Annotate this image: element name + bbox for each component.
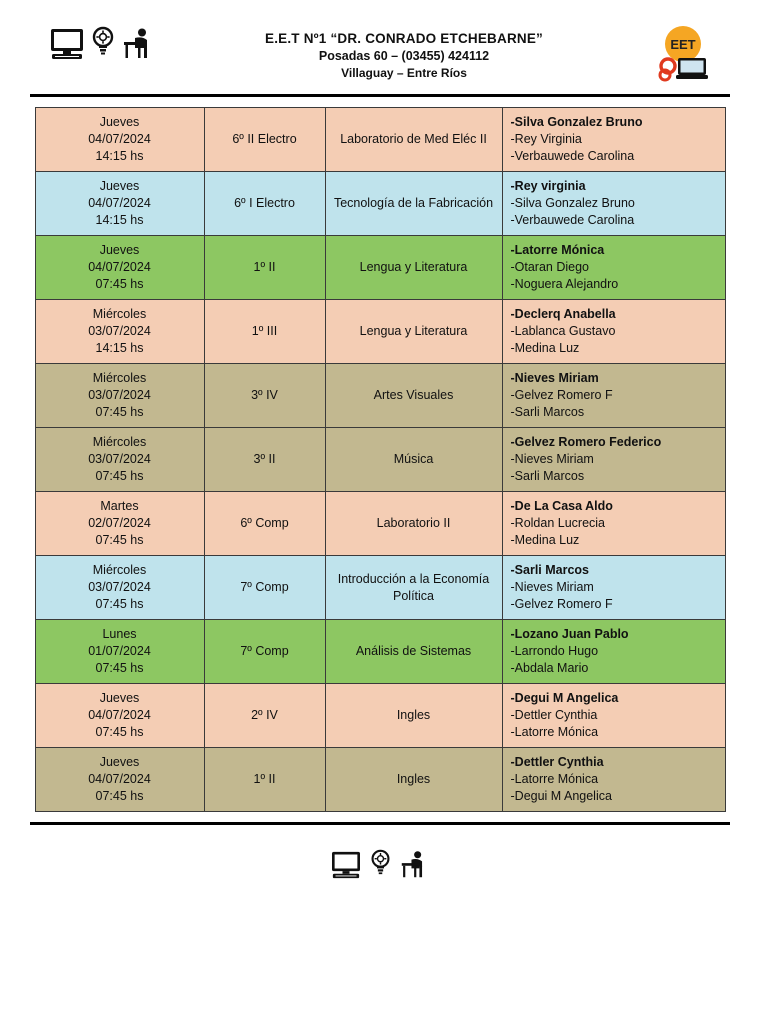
cell-date: [35, 172, 204, 236]
cell-subject: Laboratorio II: [325, 492, 502, 556]
school-header-text: [156, 30, 652, 82]
lightbulb-gear-icon: [367, 849, 394, 879]
person: -Medina Luz: [510, 341, 580, 355]
cell-people: [502, 172, 725, 236]
cell-date: [35, 364, 204, 428]
cell-subject: Ingles: [325, 748, 502, 812]
cell-subject: Análisis de Sistemas: [325, 620, 502, 684]
lightbulb-gear-icon: [88, 26, 118, 60]
cell-subject: Laboratorio de Med Eléc II: [325, 108, 502, 172]
eet-logo: [652, 22, 714, 84]
footer-divider: [30, 822, 730, 825]
person: -Sarli Marcos: [510, 405, 585, 419]
person: -Degui M Angelica: [510, 789, 612, 803]
date-day: Miércoles: [92, 371, 147, 385]
header-icon-group: [50, 26, 156, 60]
svg-text:EET: EET: [670, 37, 696, 52]
person-lead: -Lozano Juan Pablo: [510, 627, 629, 641]
date-day: Jueves: [99, 243, 140, 257]
cell-people: [502, 300, 725, 364]
person-lead: -Latorre Mónica: [510, 243, 605, 257]
monitor-icon: [331, 851, 361, 879]
person-lead: -Nieves Miriam: [510, 371, 599, 385]
cell-course: 1º II: [204, 236, 325, 300]
school-address: Posadas 60 – (03455) 424112: [318, 49, 490, 63]
cell-people: [502, 556, 725, 620]
cell-course: 3º IV: [204, 364, 325, 428]
table-row: [35, 108, 725, 172]
table-row: [35, 300, 725, 364]
person-lead: -Silva Gonzalez Bruno: [510, 115, 643, 129]
cell-course: 2º IV: [204, 684, 325, 748]
person-lead: -De La Casa Aldo: [510, 499, 613, 513]
person-at-desk-icon: [400, 849, 430, 879]
date-value: 03/07/2024: [88, 324, 151, 338]
person: -Gelvez Romero F: [510, 388, 613, 402]
person: -Sarli Marcos: [510, 469, 585, 483]
table-body: [35, 108, 725, 812]
table-row: [35, 364, 725, 428]
date-value: 04/07/2024: [88, 132, 151, 146]
person: -Verbauwede Carolina: [510, 213, 635, 227]
date-time: 07:45 hs: [95, 725, 144, 739]
date-time: 07:45 hs: [95, 277, 144, 291]
cell-course: 7º Comp: [204, 620, 325, 684]
date-time: 07:45 hs: [95, 789, 144, 803]
person: -Latorre Mónica: [510, 725, 599, 739]
date-day: Miércoles: [92, 563, 147, 577]
cell-people: [502, 684, 725, 748]
date-time: 07:45 hs: [95, 661, 144, 675]
date-day: Miércoles: [92, 435, 147, 449]
cell-people: [502, 620, 725, 684]
person-at-desk-icon: [122, 26, 156, 60]
date-value: 04/07/2024: [88, 708, 151, 722]
date-value: 03/07/2024: [88, 580, 151, 594]
date-time: 07:45 hs: [95, 469, 144, 483]
cell-date: [35, 492, 204, 556]
cell-date: [35, 108, 204, 172]
cell-people: [502, 236, 725, 300]
table-row: [35, 492, 725, 556]
cell-people: [502, 428, 725, 492]
page-header: [22, 18, 738, 88]
date-time: 14:15 hs: [95, 341, 144, 355]
person: -Rey Virginia: [510, 132, 582, 146]
person: -Larrondo Hugo: [510, 644, 599, 658]
cell-course: 6º I Electro: [204, 172, 325, 236]
header-divider: [30, 94, 730, 97]
cell-subject: Lengua y Literatura: [325, 236, 502, 300]
cell-people: [502, 364, 725, 428]
date-value: 04/07/2024: [88, 772, 151, 786]
person-lead: -Degui M Angelica: [510, 691, 619, 705]
date-day: Jueves: [99, 755, 140, 769]
person-lead: -Declerq Anabella: [510, 307, 616, 321]
person-lead: -Gelvez Romero Federico: [510, 435, 662, 449]
cell-subject: Música: [325, 428, 502, 492]
table-row: [35, 684, 725, 748]
cell-course: 1º II: [204, 748, 325, 812]
date-value: 03/07/2024: [88, 388, 151, 402]
person: -Dettler Cynthia: [510, 708, 598, 722]
person-lead: -Dettler Cynthia: [510, 755, 604, 769]
date-day: Miércoles: [92, 307, 147, 321]
person: -Otaran Diego: [510, 260, 590, 274]
person: -Nieves Miriam: [510, 580, 594, 594]
person: -Roldan Lucrecia: [510, 516, 605, 530]
cell-subject: Lengua y Literatura: [325, 300, 502, 364]
date-day: Jueves: [99, 115, 140, 129]
person: -Latorre Mónica: [510, 772, 599, 786]
table-row: [35, 556, 725, 620]
person-lead: -Rey virginia: [510, 179, 586, 193]
date-day: Jueves: [99, 179, 140, 193]
cell-date: [35, 684, 204, 748]
person: -Noguera Alejandro: [510, 277, 619, 291]
cell-subject: Ingles: [325, 684, 502, 748]
date-value: 03/07/2024: [88, 452, 151, 466]
cell-date: [35, 236, 204, 300]
date-value: 02/07/2024: [88, 516, 151, 530]
cell-course: 6º II Electro: [204, 108, 325, 172]
table-row: [35, 620, 725, 684]
cell-subject: Introducción a la Economía Política: [325, 556, 502, 620]
person: -Gelvez Romero F: [510, 597, 613, 611]
page-footer: [22, 833, 738, 879]
monitor-icon: [50, 28, 84, 60]
exam-schedule-table: [35, 107, 726, 812]
cell-course: 7º Comp: [204, 556, 325, 620]
cell-date: [35, 556, 204, 620]
cell-date: [35, 620, 204, 684]
date-value: 01/07/2024: [88, 644, 151, 658]
date-time: 07:45 hs: [95, 597, 144, 611]
table-row: [35, 236, 725, 300]
cell-date: [35, 428, 204, 492]
person: -Abdala Mario: [510, 661, 589, 675]
person-lead: -Sarli Marcos: [510, 563, 590, 577]
date-time: 07:45 hs: [95, 405, 144, 419]
person: -Lablanca Gustavo: [510, 324, 616, 338]
cell-course: 3º II: [204, 428, 325, 492]
school-name: E.E.T Nº1 “DR. CONRADO ETCHEBARNE”: [265, 31, 543, 46]
cell-people: [502, 748, 725, 812]
date-day: Martes: [100, 499, 139, 513]
date-value: 04/07/2024: [88, 260, 151, 274]
person: -Nieves Miriam: [510, 452, 594, 466]
cell-subject: Tecnología de la Fabricación: [325, 172, 502, 236]
table-row: [35, 172, 725, 236]
date-day: Lunes: [102, 627, 137, 641]
person: -Silva Gonzalez Bruno: [510, 196, 635, 210]
table-row: [35, 748, 725, 812]
cell-course: 6º Comp: [204, 492, 325, 556]
person: -Verbauwede Carolina: [510, 149, 635, 163]
date-time: 14:15 hs: [95, 213, 144, 227]
cell-date: [35, 300, 204, 364]
date-day: Jueves: [99, 691, 140, 705]
cell-subject: Artes Visuales: [325, 364, 502, 428]
date-time: 14:15 hs: [95, 149, 144, 163]
cell-course: 1º III: [204, 300, 325, 364]
date-value: 04/07/2024: [88, 196, 151, 210]
school-city: Villaguay – Entre Ríos: [341, 66, 467, 80]
table-row: [35, 428, 725, 492]
cell-people: [502, 492, 725, 556]
cell-people: [502, 108, 725, 172]
date-time: 07:45 hs: [95, 533, 144, 547]
person: -Medina Luz: [510, 533, 580, 547]
cell-date: [35, 748, 204, 812]
